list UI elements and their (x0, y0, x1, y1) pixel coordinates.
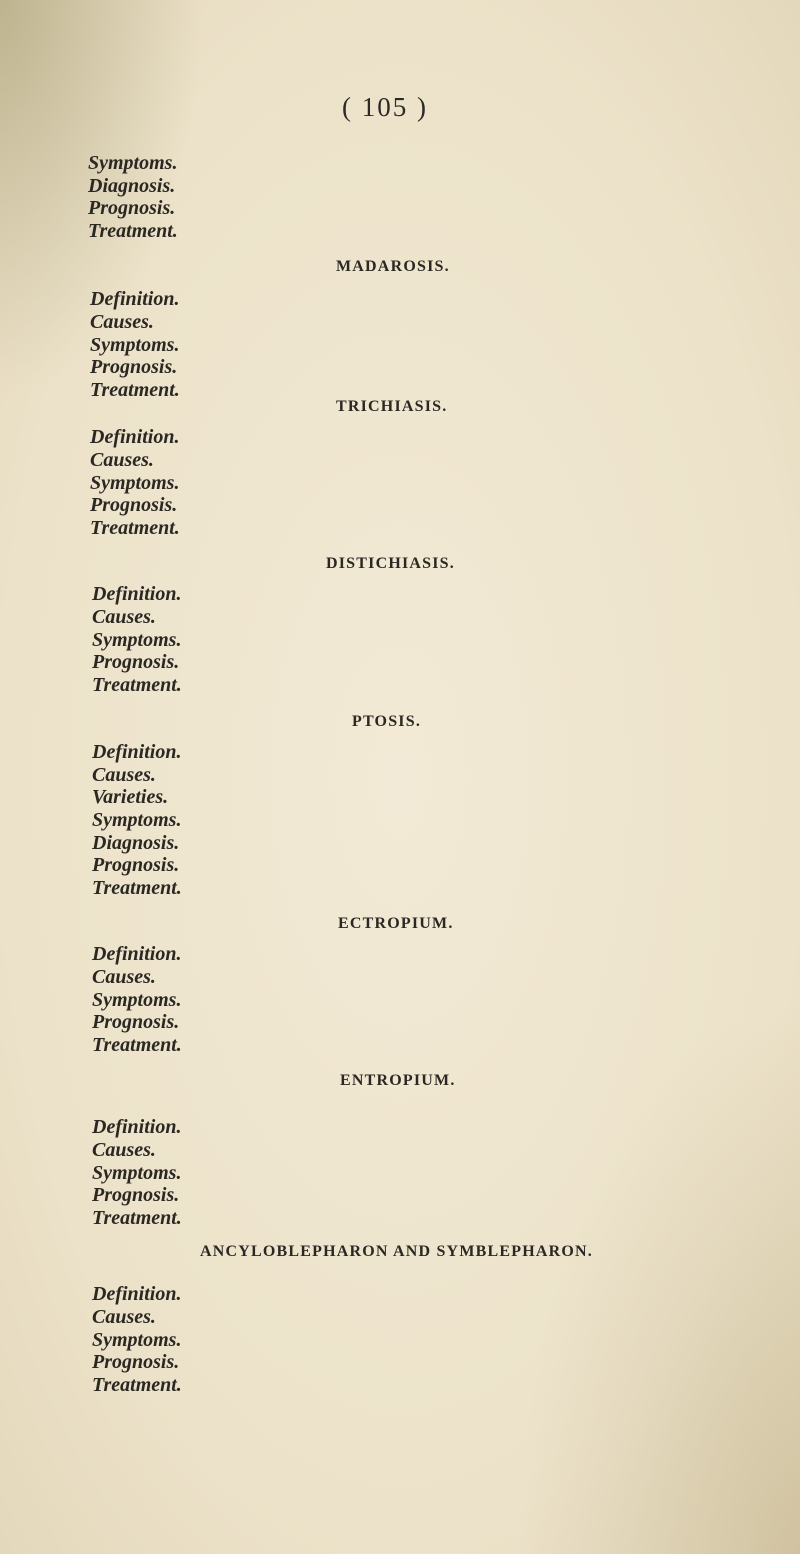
section-heading: DISTICHIASIS. (326, 555, 455, 573)
topic-item: Diagnosis. (88, 174, 176, 197)
section-heading: MADAROSIS. (336, 258, 450, 276)
topic-item: Causes. (90, 310, 154, 333)
topic-item: Definition. (92, 1116, 182, 1139)
topic-item: Symptoms. (92, 809, 182, 832)
section-ectropium (0, 741, 800, 933)
section-heading: ECTROPIUM. (338, 915, 454, 933)
topic-item: Causes. (92, 966, 156, 989)
topic-item: Causes. (90, 448, 154, 471)
section-heading: PTOSIS. (352, 713, 422, 731)
topic-item: Treatment. (88, 219, 178, 242)
topic-item: Varieties. (92, 786, 169, 809)
topic-list (92, 943, 800, 1056)
section-trichiasis (0, 288, 800, 416)
topic-item: Symptoms. (90, 471, 180, 494)
section-heading: ENTROPIUM. (340, 1072, 456, 1090)
topic-item: Definition. (92, 943, 182, 966)
topic-item: Prognosis. (92, 854, 180, 877)
topic-item: Symptoms. (90, 333, 180, 356)
section-heading: ANCYLOBLEPHARON AND SYMBLEPHARON. (200, 1243, 593, 1261)
topic-item: Causes. (92, 605, 156, 628)
section-ptosis (0, 583, 800, 731)
topic-item: Prognosis. (90, 494, 178, 517)
topic-item: Causes. (92, 763, 156, 786)
topic-item: Treatment. (92, 673, 182, 696)
topic-item: Definition. (90, 288, 180, 311)
topic-list (88, 152, 800, 242)
section-distichiasis (0, 426, 800, 573)
topic-item: Prognosis. (90, 356, 178, 379)
topic-list (92, 1283, 800, 1396)
topic-item: Symptoms. (92, 1161, 182, 1184)
topic-item: Treatment. (92, 1033, 182, 1056)
topic-item: Causes. (92, 1139, 156, 1161)
topic-item: Treatment. (90, 378, 180, 401)
topic-item: Prognosis. (92, 651, 180, 674)
topic-item: Prognosis. (88, 197, 176, 220)
topic-item: Definition. (92, 1283, 182, 1306)
topic-item: Treatment. (92, 876, 182, 899)
topic-list (90, 426, 800, 539)
section-madarosis (0, 152, 800, 276)
topic-item: Prognosis. (92, 1184, 180, 1207)
section-entropium (0, 943, 800, 1090)
topic-list (92, 583, 800, 696)
topic-item: Definition. (92, 741, 182, 764)
topic-list (92, 741, 800, 899)
page-number: ( 105 ) (342, 92, 428, 122)
section-ancyloblepharon (0, 1116, 800, 1261)
topic-item: Treatment. (92, 1206, 182, 1229)
topic-item: Causes. (92, 1305, 156, 1328)
topic-list (92, 1116, 800, 1229)
section-heading: TRICHIASIS. (336, 398, 448, 416)
topic-list (90, 288, 800, 401)
topic-item: Treatment. (90, 516, 180, 539)
topic-item: Treatment. (92, 1373, 182, 1396)
topic-item: Symptoms. (92, 988, 182, 1011)
topic-item: Definition. (92, 583, 182, 606)
topic-item: Definition. (90, 426, 180, 449)
page-body (0, 152, 800, 1396)
topic-item: Prognosis. (92, 1011, 180, 1034)
topic-item: Diagnosis. (92, 831, 180, 854)
section-continued (0, 1283, 800, 1396)
topic-item: Prognosis. (92, 1351, 180, 1374)
topic-item: Symptoms. (92, 1328, 182, 1351)
topic-item: Symptoms. (92, 628, 182, 651)
topic-item: Symptoms. (88, 152, 178, 174)
